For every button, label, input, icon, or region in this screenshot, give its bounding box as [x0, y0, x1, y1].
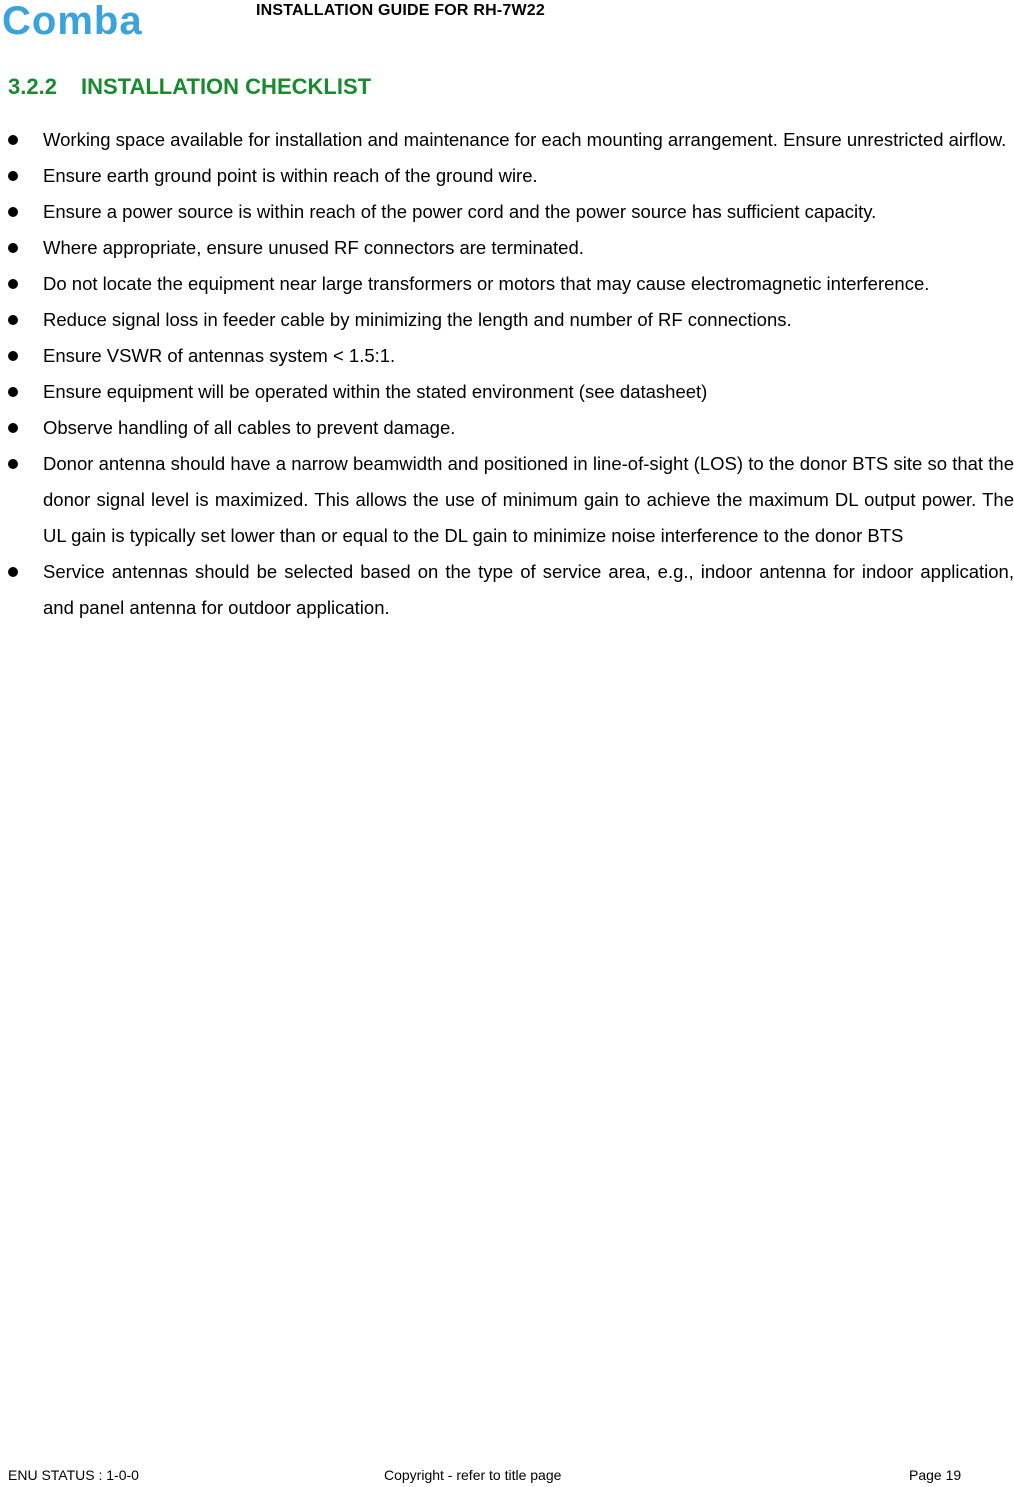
footer-copyright: Copyright - refer to title page [384, 1467, 562, 1483]
checklist-item-text: Donor antenna should have a narrow beamwidth and positioned in line-of-sight (LOS) to the donor BTS site so that the donor signal level is maximized. This allows the use of minimum gain to achieve the maximum DL output power. The UL gain is typically set lower than or equal to the DL gain to minimize noise interference to the donor BTS [43, 453, 1014, 546]
bullet-icon [8, 207, 18, 217]
bullet-icon [8, 567, 18, 577]
section-number: 3.2.2 [8, 74, 57, 99]
bullet-icon [8, 423, 18, 433]
checklist-item [0, 338, 1014, 374]
bullet-icon [8, 315, 18, 325]
checklist-item [0, 194, 1014, 230]
checklist-item-text: Service antennas should be selected based on the type of service area, e.g., indoor antenna for indoor application, and panel antenna for outdoor application. [43, 561, 1014, 618]
section-title: INSTALLATION CHECKLIST [81, 74, 372, 99]
checklist-item-text: Reduce signal loss in feeder cable by minimizing the length and number of RF connections. [43, 309, 792, 330]
bullet-icon [8, 351, 18, 361]
checklist-item [0, 410, 1014, 446]
bullet-icon [8, 459, 18, 469]
checklist-item-text: Ensure earth ground point is within reach of the ground wire. [43, 165, 538, 186]
section-heading [8, 74, 371, 100]
footer-status: ENU STATUS : 1-0-0 [8, 1467, 139, 1483]
logo-text: Comba [2, 0, 143, 42]
checklist-item-text: Ensure VSWR of antennas system < 1.5:1. [43, 345, 396, 366]
checklist-item [0, 302, 1014, 338]
checklist-item [0, 122, 1014, 158]
checklist-item-text: Where appropriate, ensure unused RF connectors are terminated. [43, 237, 584, 258]
footer-page-number: Page 19 [909, 1467, 962, 1483]
checklist-item-text: Working space available for installation and maintenance for each mounting arrangement. Ensure unrestricted airflow. [43, 129, 1007, 150]
checklist-item [0, 374, 1014, 410]
bullet-icon [8, 171, 18, 181]
checklist-item [0, 446, 1014, 554]
checklist-item [0, 158, 1014, 194]
checklist-item-text: Do not locate the equipment near large transformers or motors that may cause electromagnetic interference. [43, 273, 930, 294]
bullet-icon [8, 387, 18, 397]
installation-checklist [0, 122, 1014, 626]
checklist-item [0, 266, 1014, 302]
comba-logo [2, 0, 184, 42]
header-title: INSTALLATION GUIDE FOR RH-7W22 [256, 2, 545, 19]
checklist-item [0, 230, 1014, 266]
checklist-item-text: Ensure a power source is within reach of the power cord and the power source has sufficient capacity. [43, 201, 877, 222]
checklist-item [0, 554, 1014, 626]
bullet-icon [8, 279, 18, 289]
bullet-icon [8, 135, 18, 145]
checklist-item-text: Observe handling of all cables to prevent damage. [43, 417, 456, 438]
checklist-item-text: Ensure equipment will be operated within the stated environment (see datasheet) [43, 381, 708, 402]
bullet-icon [8, 243, 18, 253]
